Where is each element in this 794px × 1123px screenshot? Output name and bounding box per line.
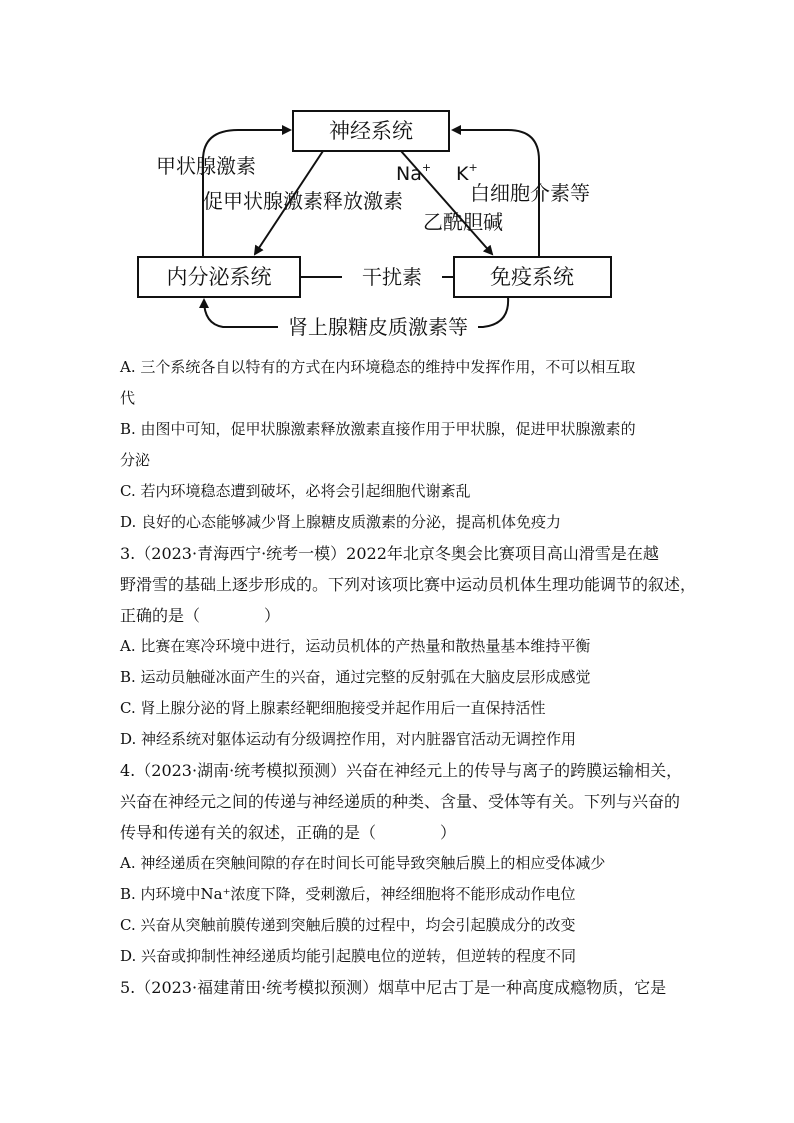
- option-line: A. 三个系统各自以特有的方式在内环境稳态的维持中发挥作用，不可以相互取: [120, 358, 636, 376]
- label-acetylcholine: 乙酰胆碱: [423, 210, 503, 234]
- label-k: K+: [456, 161, 478, 185]
- option-line: D. 良好的心态能够减少肾上腺糖皮质激素的分泌，提高机体免疫力: [120, 513, 562, 531]
- question-3-stem: 正确的是（ ）: [120, 606, 281, 625]
- option-line: 代: [120, 389, 136, 407]
- option-line: C. 若内环境稳态遭到破坏，必将会引起细胞代谢紊乱: [120, 482, 471, 500]
- immune-system-label: 免疫系统: [490, 265, 574, 289]
- option-line: B. 内环境中Na⁺浓度下降，受刺激后，神经细胞将不能形成动作电位: [120, 885, 576, 903]
- nervous-system-label: 神经系统: [329, 119, 413, 143]
- option-line: B. 运动员触碰冰面产生的兴奋，通过完整的反射弧在大脑皮层形成感觉: [120, 668, 591, 686]
- label-na: Na+: [396, 161, 432, 185]
- question-4-stem: 兴奋在神经元之间的传递与神经递质的种类、含量、受体等有关。下列与兴奋的: [120, 792, 681, 811]
- option-line: C. 兴奋从突触前膜传递到突触后膜的过程中，均会引起膜成分的改变: [120, 916, 576, 934]
- question-4-stem: 4.（2023·湖南·统考模拟预测）兴奋在神经元上的传导与离子的跨膜运输相关，: [120, 761, 683, 780]
- label-interferon: 干扰素: [362, 265, 422, 289]
- question-5-stem: 5.（2023·福建莆田·统考模拟预测）烟草中尼古丁是一种高度成瘾物质，它是: [120, 978, 667, 997]
- label-thyroid-hormone: 甲状腺激素: [156, 154, 256, 178]
- option-line: A. 神经递质在突触间隙的存在时间长可能导致突触后膜上的相应受体减少: [120, 854, 606, 872]
- endocrine-system-label: 内分泌系统: [166, 265, 272, 289]
- label-trh: 促甲状腺激素释放激素: [203, 189, 403, 213]
- question-3-stem: 野滑雪的基础上逐步形成的。下列对该项比赛中运动员机体生理功能调节的叙述，: [120, 575, 697, 594]
- option-line: B. 由图中可知，促甲状腺激素释放激素直接作用于甲状腺，促进甲状腺激素的: [120, 420, 636, 438]
- question-text: [120, 352, 697, 1003]
- option-line: 分泌: [120, 451, 151, 469]
- option-line: D. 兴奋或抑制性神经递质均能引起膜电位的逆转，但逆转的程度不同: [120, 947, 577, 965]
- label-glucocorticoid: 肾上腺糖皮质激素等: [288, 315, 468, 339]
- option-line: A. 比赛在寒冷环境中进行，运动员机体的产热量和散热量基本维持平衡: [120, 637, 591, 655]
- question-3-stem: 3.（2023·青海西宁·统考一模）2022年北京冬奥会比赛项目高山滑雪是在越: [120, 544, 659, 563]
- label-cytokines: 白细胞介素等: [470, 181, 590, 205]
- systems-diagram: [118, 100, 658, 340]
- option-line: D. 神经系统对躯体运动有分级调控作用，对内脏器官活动无调控作用: [120, 730, 577, 748]
- option-line: C. 肾上腺分泌的肾上腺素经靶细胞接受并起作用后一直保持活性: [120, 699, 546, 717]
- question-4-stem: 传导和传递有关的叙述，正确的是（ ）: [120, 823, 457, 842]
